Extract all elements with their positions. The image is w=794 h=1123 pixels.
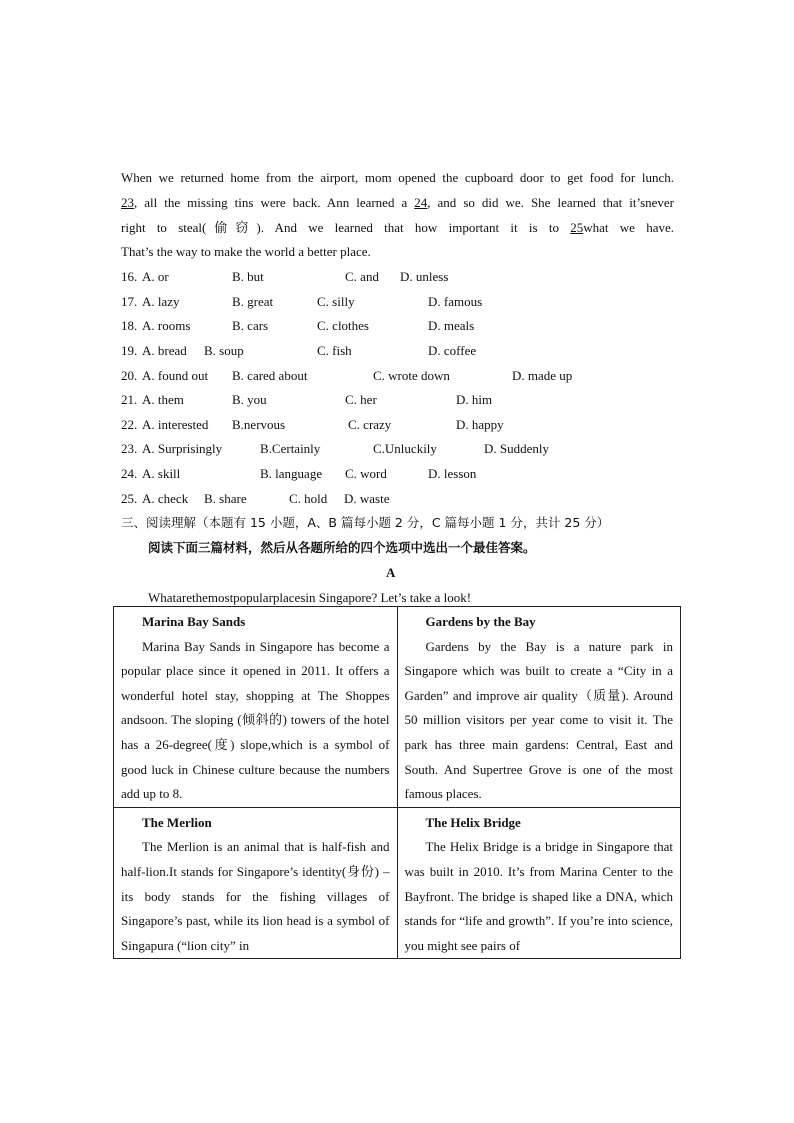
blank-23: 23	[121, 194, 134, 210]
passage-line: 23, all the missing tins were back. Ann learned a 24, and so did we. She learned that it’snever	[121, 194, 674, 210]
blank-24: 24	[414, 194, 428, 210]
section-instruction: 阅读下面三篇材料，然后从各题所给的四个选项中选出一个最佳答案。	[148, 540, 536, 555]
cell-body: Marina Bay Sands in Singapore has become a popular place since it opened in 2011. It offers a wonderful hotel stay, shopping at The Shoppes andsoon. The sloping (倾斜的) towers of the hotel has a 26-degree(度) slope,which is a symbol of good luck in Chinese culture because the numbers add up to 8.	[121, 638, 390, 802]
blank-25: 25	[570, 219, 584, 235]
passage-line: right to steal(偷窃). And we learned that how important it is to 25what we have.	[121, 219, 674, 235]
cell-the-merlion	[114, 807, 398, 959]
cell-gardens-by-the-bay	[397, 607, 681, 808]
passage-line: That’s the way to make the world a better place.	[121, 244, 371, 260]
question-row: 16. A. or B. but C. and D. unless	[121, 269, 449, 285]
cell-title: Gardens by the Bay	[425, 614, 536, 629]
question-options	[121, 265, 674, 511]
passage-and-options	[121, 166, 674, 511]
cell-body: Gardens by the Bay is a nature park in Singapore which was built to create a “City in a Garden” and improve air quality（质量). Around 50 million visitors per year come to visit it. The park has three main gardens: Central, East and South. And Supertree Grove is one of the most famous places.	[404, 638, 673, 802]
question-row: 19. A. bread B. soup C. fish D. coffee	[121, 342, 477, 358]
places-table	[113, 606, 681, 959]
question-row: 18. A. rooms B. cars C. clothes D. meals	[121, 318, 475, 334]
question-row: 17. A. lazy B. great C. silly D. famous	[121, 293, 483, 309]
passage-line: When we returned home from the airport, mom opened the cupboard door to get food for lunch.	[121, 170, 674, 185]
question-row: 25. A. check B. share C. hold D. waste	[121, 490, 390, 506]
cell-title: The Helix Bridge	[425, 814, 521, 830]
table-row	[114, 807, 681, 959]
question-row: 20. A. found out B. cared about C. wrote down D. made up	[121, 367, 573, 383]
passage-text	[121, 166, 674, 265]
passage-letter: A	[386, 565, 396, 580]
section-heading: 三、阅读理解（本题有 15 小题，A、B 篇每小题 2 分，C 篇每小题 1 分，共计 25 分）	[121, 515, 610, 530]
cell-title: Marina Bay Sands	[142, 614, 246, 629]
cell-body: The Merlion is an animal that is half-fish and half-lion.It stands for Singapore’s identity(身份) – its body stands for the fishing villages of Singapore’s past, while its lion head is a symbol of Singapura (“lion city” in	[121, 839, 390, 953]
question-row: 21. A. them B. you C. her D. him	[121, 392, 493, 408]
question-row: 23. A. Surprisingly B.Certainly C.Unluckily D. Suddenly	[121, 441, 549, 457]
cell-the-helix-bridge	[397, 807, 681, 959]
table-row	[114, 607, 681, 808]
cell-title: The Merlion	[142, 814, 212, 830]
passage-intro: Whatarethemostpopularplacesin Singapore? Let’s take a look!	[148, 590, 472, 605]
question-row: 22. A. interested B.nervous C. crazy D. happy	[121, 416, 504, 432]
question-row: 24. A. skill B. language C. word D. lesson	[121, 465, 477, 481]
cell-marina-bay-sands	[114, 607, 398, 808]
cell-body: The Helix Bridge is a bridge in Singapore that was built in 2010. It’s from Marina Center to the Bayfront. The bridge is shaped like a DNA, which stands for “life and growth”. If you’re into science, you might see pairs of	[404, 839, 673, 953]
